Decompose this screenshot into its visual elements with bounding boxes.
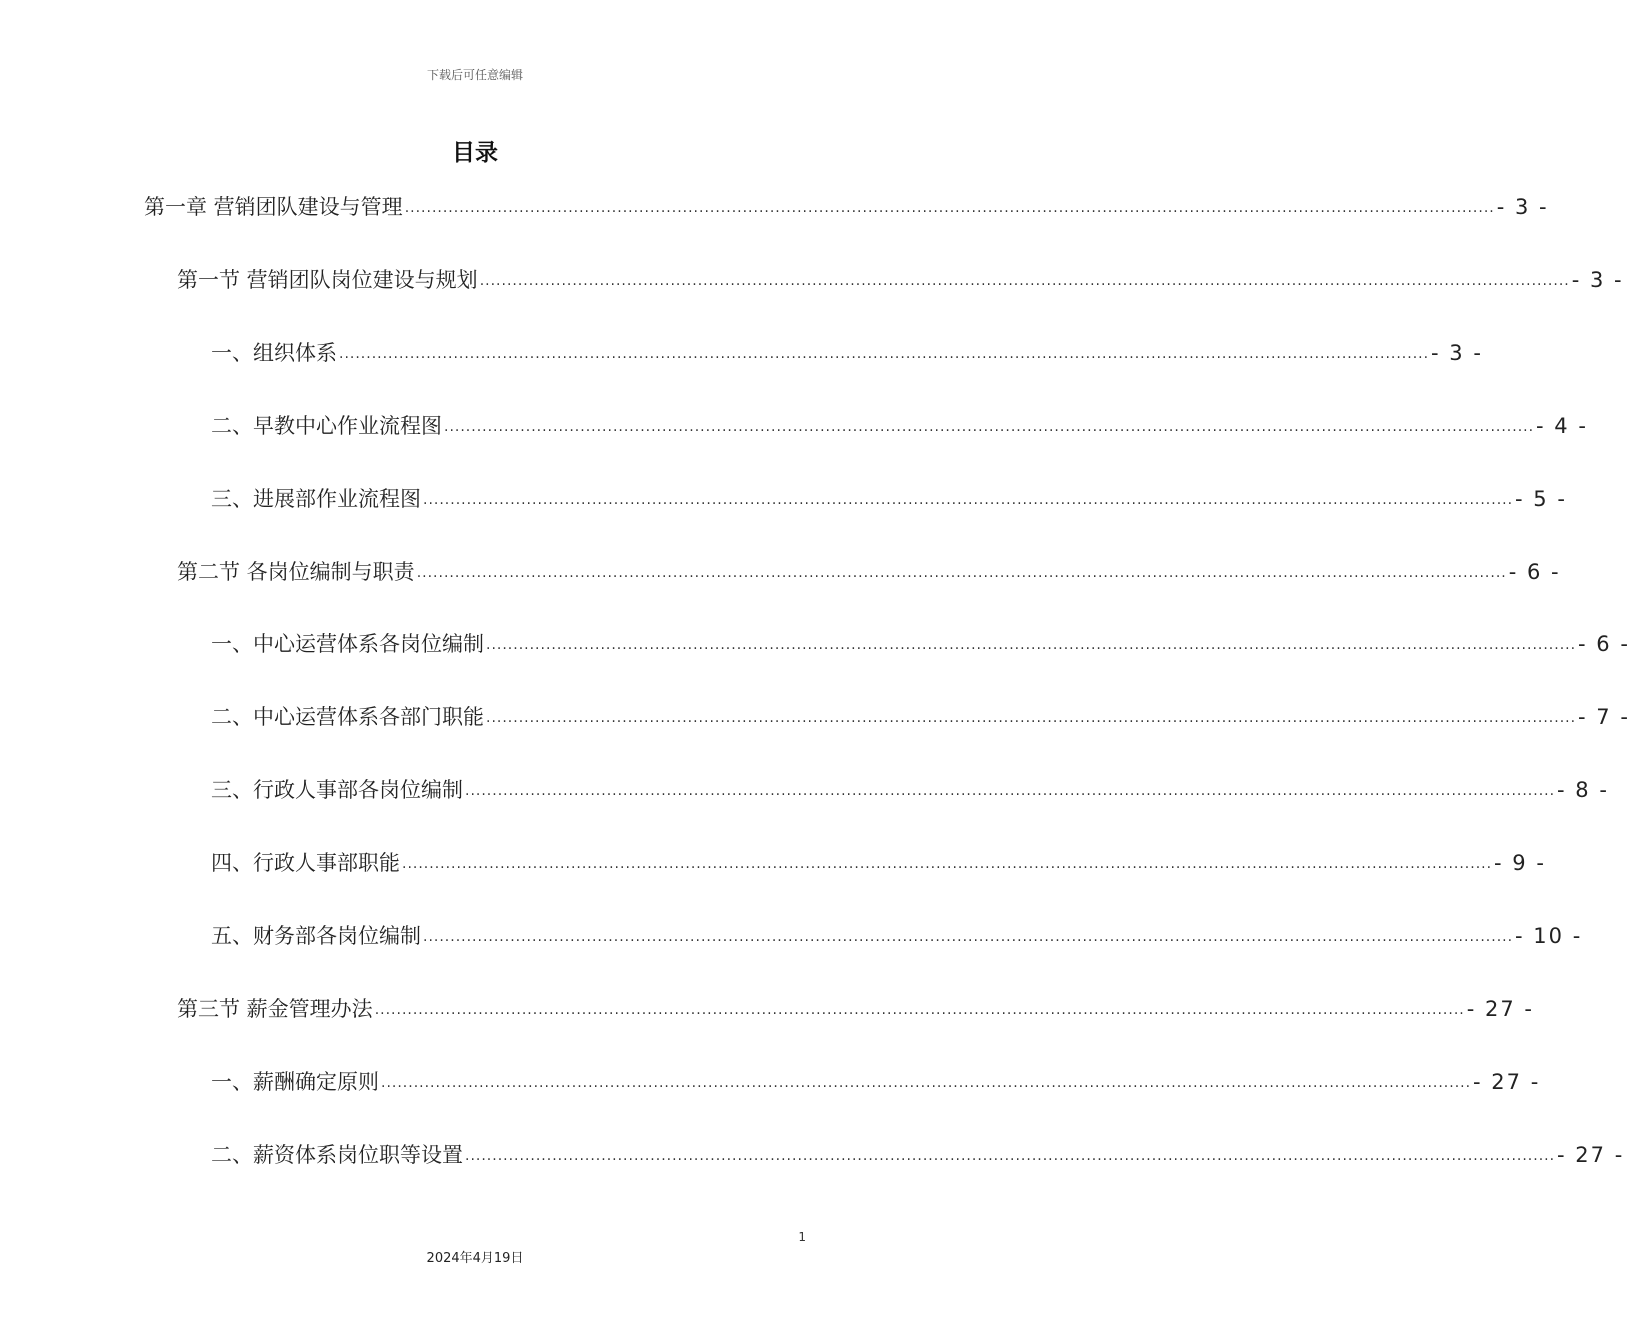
- toc-entry[interactable]: [211, 842, 1546, 878]
- toc-entry-title: 三、进展部作业流程图: [211, 487, 421, 511]
- toc-dot-leader: ........................................................................................................................................................................................................: [339, 346, 1430, 362]
- toc-entry[interactable]: [211, 478, 1567, 514]
- toc-entry[interactable]: [177, 988, 1534, 1024]
- toc-entry-title: 一、中心运营体系各岗位编制: [211, 632, 484, 656]
- toc-dot-leader: ........................................................................................................................................................................................................: [402, 856, 1493, 872]
- toc-dot-leader: ........................................................................................................................................................................................................: [404, 200, 1495, 216]
- toc-entry-page: - 9 -: [1494, 851, 1546, 875]
- toc-entry-page: - 10 -: [1515, 924, 1583, 948]
- toc-dot-leader: ........................................................................................................................................................................................................: [486, 637, 1577, 653]
- toc-entry[interactable]: [211, 696, 1630, 732]
- toc-entry-title: 四、行政人事部职能: [211, 851, 400, 875]
- toc-entry-page: - 7 -: [1578, 705, 1630, 729]
- toc-dot-leader: ........................................................................................................................................................................................................: [374, 1002, 1465, 1018]
- toc-entry-title: 五、财务部各岗位编制: [211, 924, 421, 948]
- toc-entry-title: 一、组织体系: [211, 341, 337, 365]
- toc-dot-leader: ........................................................................................................................................................................................................: [444, 419, 1535, 435]
- toc-title: 目录: [452, 140, 498, 166]
- toc-entry[interactable]: [211, 405, 1588, 441]
- toc-dot-leader: ........................................................................................................................................................................................................: [423, 492, 1514, 508]
- toc-dot-leader: ........................................................................................................................................................................................................: [486, 710, 1577, 726]
- toc-dot-leader: ........................................................................................................................................................................................................: [416, 565, 1507, 581]
- page-header: 下载后可任意编辑: [426, 68, 523, 82]
- toc-entry-title: 第三节 薪金管理办法: [177, 997, 373, 1021]
- toc-entry-page: - 4 -: [1536, 414, 1588, 438]
- toc-entry-page: - 27 -: [1466, 997, 1534, 1021]
- toc-entry-title: 二、中心运营体系各部门职能: [211, 705, 484, 729]
- toc-entry-page: - 3 -: [1431, 341, 1483, 365]
- toc-entry[interactable]: [177, 259, 1624, 295]
- toc-entry-title: 第一节 营销团队岗位建设与规划: [177, 268, 478, 292]
- toc-entry[interactable]: [177, 551, 1561, 587]
- toc-entry-page: - 27 -: [1473, 1070, 1541, 1094]
- toc-entry-page: - 3 -: [1496, 195, 1549, 219]
- toc-entry[interactable]: [211, 1061, 1541, 1097]
- toc-dot-leader: ........................................................................................................................................................................................................: [465, 1148, 1556, 1164]
- toc-entry-page: - 6 -: [1578, 632, 1630, 656]
- toc-entry-title: 第一章 营销团队建设与管理: [144, 195, 403, 219]
- toc-entry-title: 一、薪酬确定原则: [211, 1070, 379, 1094]
- toc-entry[interactable]: [211, 769, 1609, 805]
- toc-dot-leader: ........................................................................................................................................................................................................: [381, 1075, 1472, 1091]
- toc-entry[interactable]: [211, 623, 1630, 659]
- toc-entry-title: 三、行政人事部各岗位编制: [211, 778, 463, 802]
- toc-dot-leader: ........................................................................................................................................................................................................: [479, 273, 1570, 289]
- toc-entry-title: 二、薪资体系岗位职等设置: [211, 1143, 463, 1167]
- toc-entry[interactable]: [211, 915, 1583, 951]
- toc-dot-leader: ........................................................................................................................................................................................................: [465, 783, 1556, 799]
- toc-entry-page: - 8 -: [1557, 778, 1609, 802]
- toc-entry-page: - 6 -: [1508, 560, 1561, 584]
- toc-entry-title: 二、早教中心作业流程图: [211, 414, 442, 438]
- toc-entry[interactable]: [211, 1134, 1625, 1170]
- toc-entry-page: - 3 -: [1571, 268, 1624, 292]
- toc-dot-leader: ........................................................................................................................................................................................................: [423, 929, 1514, 945]
- page-number: 1: [798, 1230, 806, 1244]
- toc-entry[interactable]: [144, 186, 1549, 222]
- toc-entry-page: - 5 -: [1515, 487, 1567, 511]
- toc-entry-title: 第二节 各岗位编制与职责: [177, 560, 415, 584]
- toc-entry-page: - 27 -: [1557, 1143, 1625, 1167]
- toc-entry[interactable]: [211, 332, 1483, 368]
- page-footer-date: 2024年4月19日: [426, 1251, 524, 1266]
